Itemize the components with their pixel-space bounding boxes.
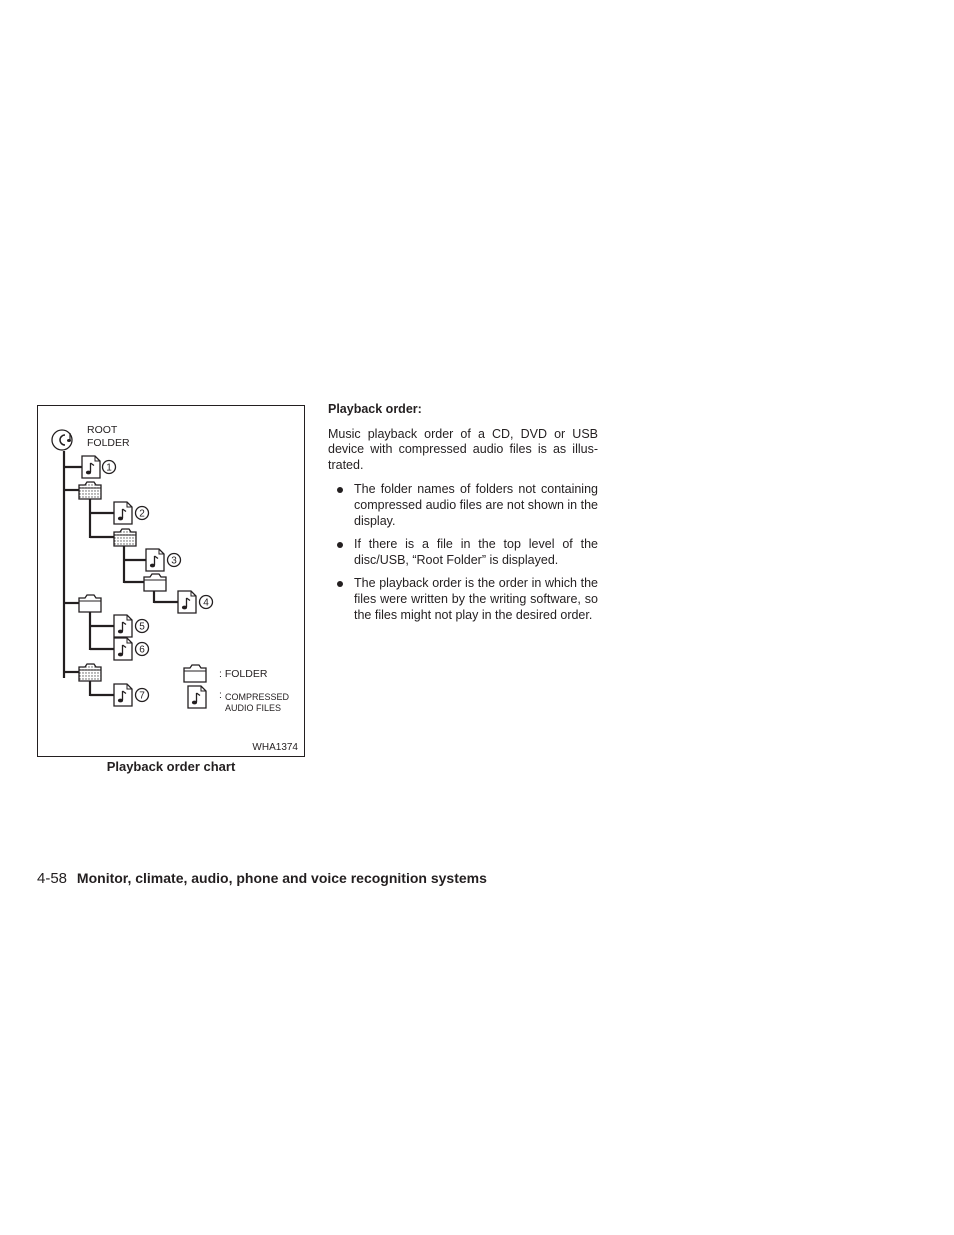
legend-files-line2: AUDIO FILES <box>225 703 282 713</box>
track-number: 7 <box>139 690 145 702</box>
track-number: 5 <box>139 621 145 633</box>
bullet-icon <box>337 487 343 493</box>
page-footer <box>37 870 487 887</box>
folder-icon <box>79 482 101 499</box>
folder-icon <box>79 664 101 681</box>
track-number: 4 <box>203 597 209 609</box>
bullet-text: The playback order is the order in which the files were written by the writing software, so the files might not play in the desired order. <box>354 576 598 622</box>
figure-caption: Playback order chart <box>106 759 236 774</box>
bullet-icon <box>337 542 343 548</box>
bullet-icon <box>337 581 343 587</box>
playback-order-section <box>328 402 598 631</box>
bullet-item <box>328 576 598 623</box>
intro-paragraph: Music playback order of a CD, DVD or USB device with compressed audio files is as illus-trated. <box>328 426 598 472</box>
folder-icon <box>114 529 136 546</box>
music-file-icon <box>178 591 196 613</box>
figure-id: WHA1374 <box>252 742 298 753</box>
track-number: 3 <box>171 555 177 567</box>
track-number: 1 <box>106 462 112 474</box>
bullet-text: If there is a file in the top level of the disc/USB, “Root Folder” is displayed. <box>354 537 598 567</box>
music-file-icon <box>114 684 132 706</box>
disc-icon <box>52 430 72 450</box>
bullet-text: The folder names of folders not containing compressed audio files are not shown in the display. <box>354 482 598 528</box>
legend-folder-label: : FOLDER <box>219 668 268 680</box>
bullet-item <box>328 482 598 529</box>
section-title: Playback order: <box>328 402 422 416</box>
music-file-icon <box>114 638 132 660</box>
chapter-title: Monitor, climate, audio, phone and voice recognition systems <box>76 870 487 886</box>
legend-files-line1: COMPRESSED <box>225 692 290 702</box>
root-label-line1: ROOT <box>87 424 118 436</box>
folder-icon <box>79 595 101 612</box>
track-number: 2 <box>139 508 145 520</box>
playback-order-figure <box>37 405 305 757</box>
music-file-icon <box>114 615 132 637</box>
music-file-icon <box>114 502 132 524</box>
music-file-icon <box>82 456 100 478</box>
root-label-line2: FOLDER <box>87 437 130 449</box>
page-number: 4-58 <box>37 870 68 887</box>
music-file-icon <box>146 549 164 571</box>
bullet-item <box>328 537 598 568</box>
legend-folder-icon <box>184 665 206 682</box>
legend-music-file-icon <box>188 686 206 708</box>
legend-colon: : <box>219 689 222 701</box>
track-number: 6 <box>139 644 145 656</box>
folder-icon <box>144 574 166 591</box>
